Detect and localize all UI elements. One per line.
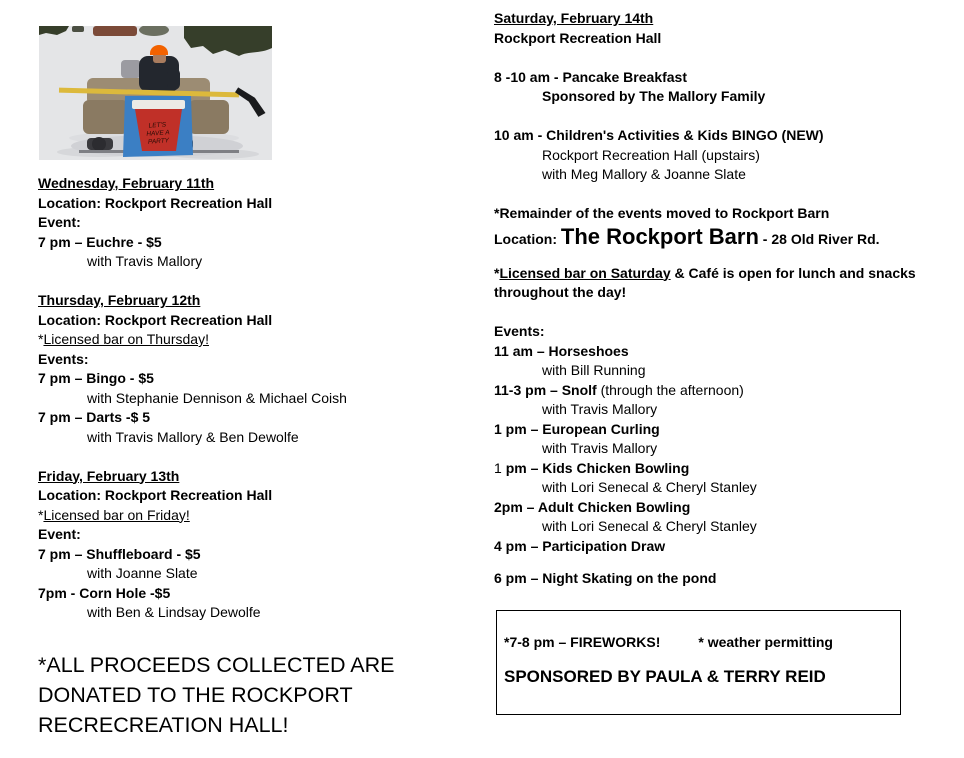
- note-line: [494, 204, 960, 224]
- banner-text-line: LET'S: [148, 121, 167, 130]
- text-segment: DONATED TO THE ROCKPORT: [38, 683, 353, 707]
- text-segment: *ALL PROCEEDS COLLECTED ARE: [38, 653, 395, 677]
- blank-line: [494, 185, 960, 205]
- text-segment: Friday, February 13th: [38, 467, 180, 484]
- gray-seat: [121, 60, 141, 78]
- text-segment: 2pm – Adult Chicken Bowling: [494, 498, 691, 515]
- location-line: [38, 311, 478, 331]
- text-segment: SPONSORED BY PAULA & TERRY REID: [504, 667, 826, 686]
- day-heading-thursday: [38, 291, 478, 311]
- text-segment: with Joanne Slate: [87, 565, 198, 581]
- fireworks-line: [504, 632, 900, 652]
- proceeds-note: [38, 650, 478, 740]
- event-photo: [39, 26, 272, 160]
- text-segment: - 28 Old River Rd.: [758, 230, 880, 247]
- text-segment: & Café is open for lunch and snacks: [670, 264, 916, 281]
- host-line: [38, 564, 478, 584]
- right-column: [494, 9, 960, 589]
- blank-line: [494, 48, 960, 68]
- host-line: [494, 165, 960, 185]
- text-segment: 7 pm – Shuffleboard - $5: [38, 545, 201, 562]
- note-line: [38, 330, 478, 350]
- text-segment: with Travis Mallory: [542, 440, 658, 456]
- host-line: [494, 400, 960, 420]
- label-line: [38, 213, 478, 233]
- proceeds-line: [38, 650, 478, 680]
- text-segment: 7pm - Corn Hole -$5: [38, 584, 171, 601]
- event-line: [494, 381, 960, 401]
- sponsor-line: [504, 666, 900, 688]
- host-line: [494, 517, 960, 537]
- text-segment: 1: [494, 459, 506, 476]
- event-line: [494, 420, 960, 440]
- host-line: [38, 428, 478, 448]
- event-line: [494, 68, 960, 88]
- text-segment: Wednesday, February 11th: [38, 175, 215, 191]
- text-segment: Rockport Recreation Hall (upstairs): [542, 146, 760, 163]
- blank-line: [504, 652, 900, 666]
- text-segment: Licensed bar on Thursday!: [43, 331, 209, 347]
- blank-line: [38, 447, 478, 467]
- text-segment: with Lori Senecal & Cheryl Stanley: [542, 479, 757, 495]
- note-line: [494, 283, 960, 303]
- host-line: [494, 478, 960, 498]
- label-line: [494, 322, 960, 342]
- text-segment: Location: Rockport Recreation Hall: [38, 311, 273, 328]
- day-heading-saturday: [494, 9, 960, 29]
- host-line: [38, 603, 478, 623]
- blank-line: [494, 107, 960, 127]
- fireworks-box: [496, 610, 901, 715]
- text-segment: Licensed bar on Friday!: [43, 506, 190, 523]
- banner-text-line: HAVE A: [146, 129, 170, 138]
- text-segment: with Meg Mallory & Joanne Slate: [542, 166, 746, 182]
- text-segment: with Travis Mallory: [542, 401, 658, 417]
- host-line: [38, 252, 478, 272]
- event-line: [38, 369, 478, 389]
- proceeds-line: [38, 710, 478, 740]
- text-segment: with Travis Mallory: [87, 253, 203, 269]
- text-segment: with Travis Mallory & Ben Dewolfe: [87, 428, 299, 445]
- text-segment: 7 pm – Euchre - $5: [38, 233, 162, 250]
- text-segment: with Lori Senecal & Cheryl Stanley: [542, 518, 757, 534]
- blank-line: [494, 556, 960, 569]
- event-line: [494, 459, 960, 479]
- event-line: [38, 584, 478, 604]
- event-line: [38, 545, 478, 565]
- text-segment: Location: Rockport Recreation Hall: [38, 487, 273, 503]
- text-segment: with Ben & Lindsay Dewolfe: [87, 604, 261, 620]
- host-line: [494, 87, 960, 107]
- location-line: [38, 486, 478, 506]
- host-line: [494, 439, 960, 459]
- event-line: [38, 408, 478, 428]
- text-segment: Location: Rockport Recreation Hall: [38, 194, 273, 211]
- text-segment: Event:: [38, 214, 81, 230]
- host-line: [38, 389, 478, 409]
- day-heading-wednesday: [38, 174, 478, 194]
- text-segment: 7 pm – Bingo - $5: [38, 370, 154, 386]
- location-line: [494, 29, 960, 49]
- text-segment: Rockport Recreation Hall: [494, 29, 662, 46]
- label-line: [38, 525, 478, 545]
- text-segment: 4 pm – Participation Draw: [494, 537, 666, 554]
- banner-text-line: PARTY: [147, 137, 170, 146]
- text-segment: The Rockport Barn: [560, 223, 759, 249]
- proceeds-line: [38, 680, 478, 710]
- text-segment: 11-3 pm – Snolf: [494, 381, 601, 398]
- text-segment: Licensed bar on Saturday: [499, 264, 671, 281]
- day-heading-friday: [38, 467, 478, 487]
- text-segment: 8 -10 am - Pancake Breakfast: [494, 68, 687, 85]
- text-segment: *: [38, 506, 44, 523]
- text-segment: *7-8 pm – FIREWORKS!: [504, 634, 661, 650]
- text-segment: (through the afternoon): [600, 381, 744, 398]
- event-line: [494, 126, 960, 146]
- event-line: [494, 569, 960, 589]
- text-segment: Events:: [494, 323, 545, 339]
- text-segment: Events:: [38, 350, 89, 367]
- text-segment: 1 pm – European Curling: [494, 420, 660, 437]
- text-segment: * weather permitting: [698, 634, 833, 650]
- cup-band: [132, 100, 185, 109]
- label-line: [38, 350, 478, 370]
- text-segment: with Stephanie Dennison & Michael Coish: [87, 389, 347, 406]
- party-banner: [123, 96, 193, 157]
- note-line: [38, 506, 478, 526]
- brush-patch: [93, 26, 137, 36]
- blank-line: [38, 272, 478, 292]
- location-line: [38, 194, 478, 214]
- text-segment: throughout the day!: [494, 284, 627, 300]
- blank-line: [494, 250, 960, 264]
- text-segment: Event:: [38, 526, 81, 542]
- text-segment: 6 pm – Night Skating on the pond: [494, 570, 717, 586]
- host-line: [494, 146, 960, 166]
- text-segment: with Bill Running: [542, 362, 646, 378]
- barn-location-line: [494, 224, 960, 250]
- text-segment: *: [494, 264, 500, 281]
- text-segment: Sponsored by The Mallory Family: [542, 88, 766, 104]
- event-line: [38, 233, 478, 253]
- text-segment: pm – Kids Chicken Bowling: [505, 459, 690, 476]
- text-segment: Thursday, February 12th: [38, 292, 201, 308]
- text-segment: 7 pm – Darts -$ 5: [38, 409, 151, 425]
- text-segment: Location:: [494, 230, 561, 247]
- event-line: [494, 498, 960, 518]
- text-segment: *Remainder of the events moved to Rockport Barn: [494, 205, 830, 221]
- event-line: [494, 342, 960, 362]
- event-line: [494, 537, 960, 557]
- note-line: [494, 264, 960, 284]
- text-segment: *: [38, 331, 44, 347]
- blank-line: [494, 303, 960, 323]
- host-line: [494, 361, 960, 381]
- text-segment: RECRECREATION HALL!: [38, 713, 289, 737]
- left-column: [38, 174, 478, 623]
- text-segment: 10 am - Children's Activities & Kids BINGO (NEW): [494, 127, 824, 143]
- text-segment: Saturday, February 14th: [494, 10, 654, 26]
- text-segment: 11 am – Horseshoes: [494, 342, 629, 359]
